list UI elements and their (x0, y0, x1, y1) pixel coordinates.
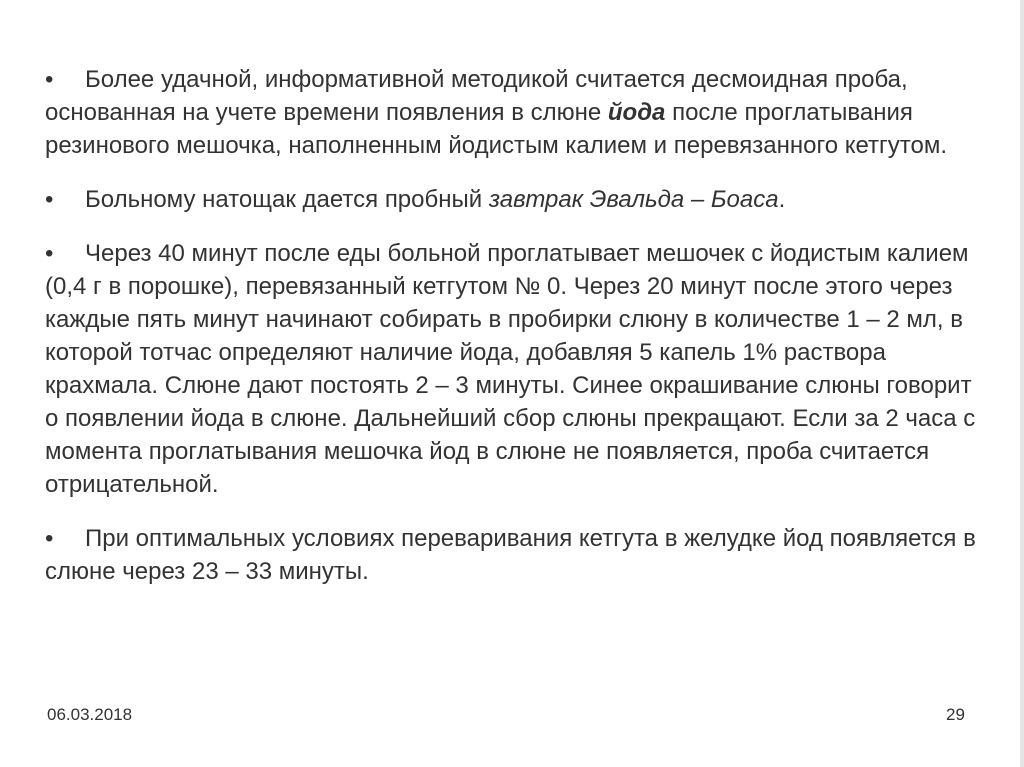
bullet-marker: • (45, 240, 54, 267)
bullet-paragraph-2 (45, 183, 985, 216)
slide-edge-shadow (1020, 0, 1024, 767)
paragraph-1-emphasis: йода (607, 99, 666, 126)
paragraph-2-emphasis: завтрак Эвальда – Боаса (488, 186, 779, 213)
footer-date: 06.03.2018 (47, 705, 133, 724)
paragraph-3-text: Через 40 минут после еды больной проглатывает мешочек с йодистым калием (0,4 г в порошке), перевязанный кетгутом № 0. Через 20 минут после этого через каждые пять минут начинают собирать в пробирки слюну в количестве 1 – 2 мл, в которой тотчас определяют наличие йода, добавляя 5 капель 1% раствора крахмала. Слюне дают постоять 2 – 3 минуты. Синее окрашивание слюны говорит о появлении йода в слюне. Дальнейший сбор слюны прекращают. Если за 2 часа с момента проглатывания мешочка йод в слюне не появляется, проба считается отрицательной. (45, 240, 976, 498)
bullet-paragraph-4 (45, 522, 985, 588)
bullet-paragraph-3 (45, 237, 985, 501)
paragraph-1-text-end: после проглатывания резинового мешочка, наполненным йодистым калием и перевязанного кетгутом. (45, 99, 948, 159)
paragraph-4-text: При оптимальных условиях переваривания кетгута в желудке йод появляется в слюне через 23 – 33 минуты. (45, 525, 976, 585)
slide-content (45, 63, 985, 588)
bullet-marker: • (45, 66, 54, 93)
bullet-marker: • (45, 525, 54, 552)
bullet-paragraph-1 (45, 63, 985, 162)
page-number: 29 (946, 705, 965, 724)
paragraph-2-text-start: Больному натощак дается пробный (85, 186, 489, 213)
bullet-marker: • (45, 186, 54, 213)
paragraph-1-text-start: Более удачной, информативной методикой считается десмоидная проба, основанная на учете времени появления в слюне (45, 66, 908, 126)
paragraph-2-text-end: . (778, 186, 786, 213)
